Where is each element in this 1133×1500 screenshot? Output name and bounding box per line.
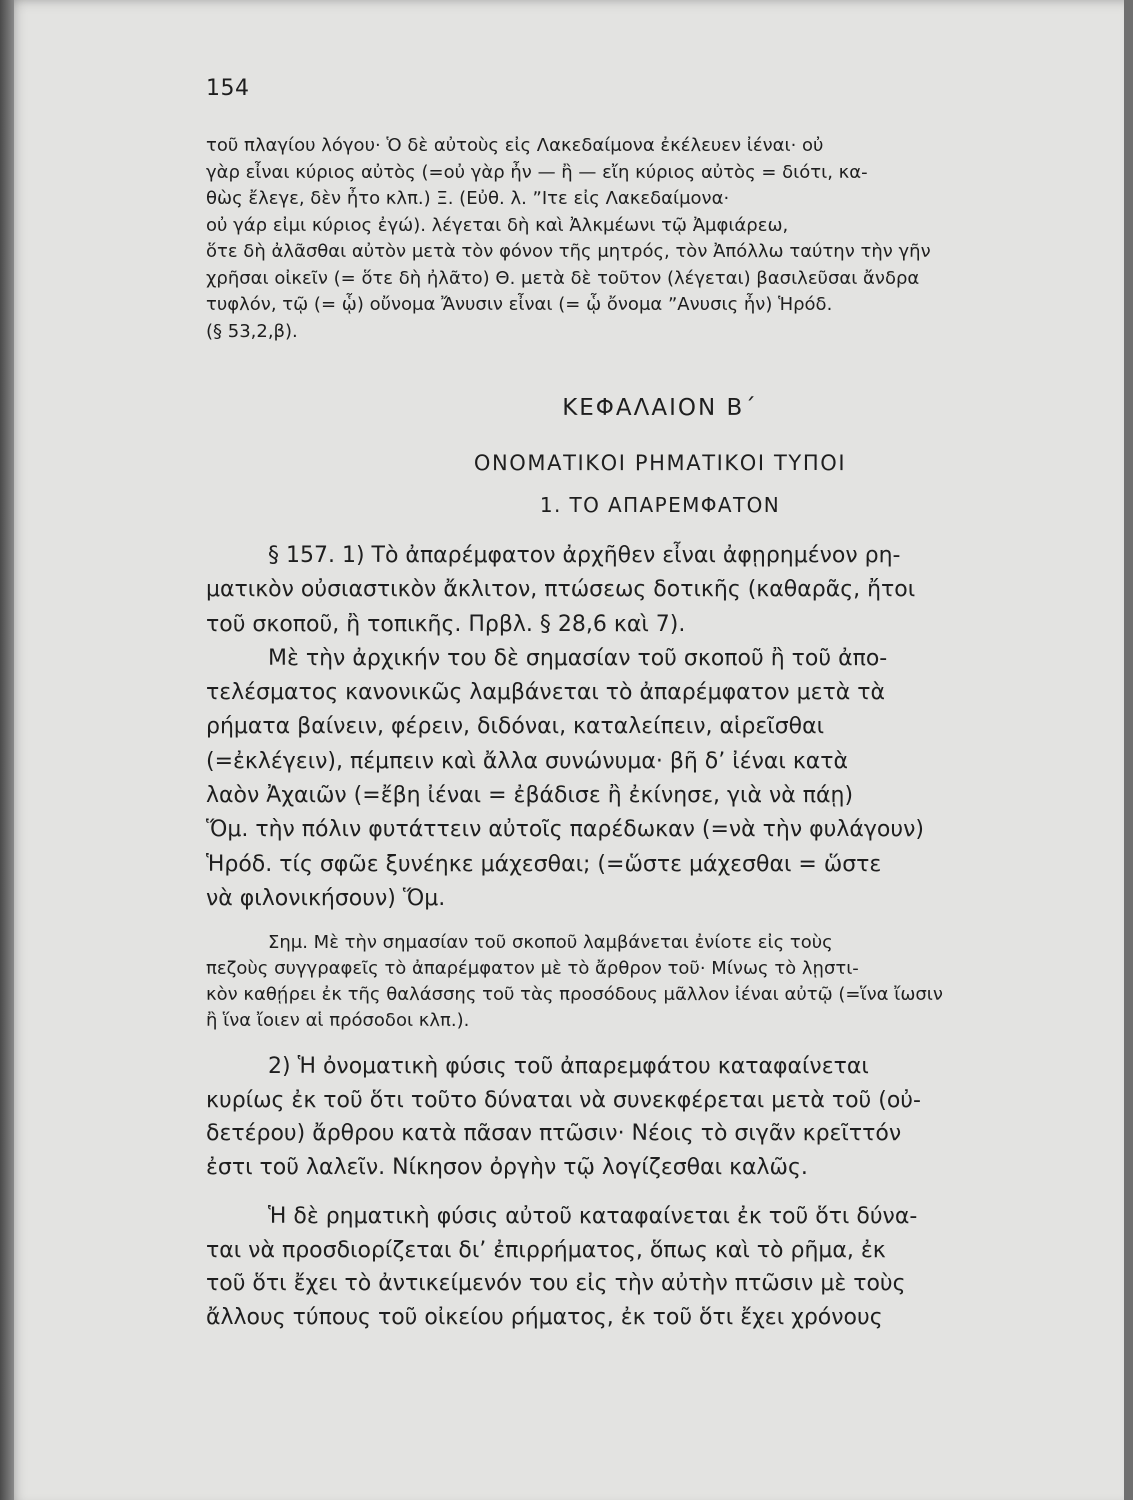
text-line: ὅτε δὴ ἀλᾶσθαι αὐτὸν μετὰ τὸν φόνον τῆς μητρός, τὸν Ἀπόλλω ταύτην τὴν γῆν: [206, 241, 931, 262]
chapter-subtitle: ΟΝΟΜΑΤΙΚΟΙ ΡΗΜΑΤΙΚΟΙ ΤΥΠΟΙ: [473, 451, 847, 475]
text-line: τελέσματος κανονικῶς λαμβάνεται τὸ ἀπαρέμφατον μετὰ τὰ: [206, 680, 885, 706]
text-line: γὰρ εἶναι κύριος αὐτὸς (=οὐ γὰρ ἦν — ἢ — εἴη κύριος αὐτὸς = διότι, κα-: [206, 161, 868, 183]
text-line: ἄλλους τύπους τοῦ οἰκείου ρήματος, ἐκ τοῦ ὅτι ἔχει χρόνους: [206, 1304, 883, 1330]
paragraph-2: [206, 1050, 1114, 1184]
paragraph-157: [206, 539, 1114, 916]
text-line: ματικὸν οὐσιαστικὸν ἄκλιτον, πτώσεως δοτικῆς (καθαρᾶς, ἤτοι: [206, 577, 916, 603]
text-line: (§ 53,2,β).: [206, 320, 298, 342]
text-line: οὐ γάρ εἰμι κύριος ἐγώ). λέγεται δὴ καὶ Ἀλκμέωνι τῷ Ἀμφιάρεω,: [206, 214, 789, 236]
text-line: ἢ ἵνα ἴοιεν αἱ πρόσοδοι κλπ.).: [206, 1010, 470, 1032]
text-line: τοῦ ὅτι ἔχει τὸ ἀντικείμενόν του εἰς τὴν αὐτὴν πτῶσιν μὲ τοὺς: [206, 1271, 906, 1297]
text-line: χρῆσαι οἰκεῖν (= ὅτε δὴ ἠλᾶτο) Θ. μετὰ δὲ τοῦτον (λέγεται) βασιλεῦσαι ἄνδρα: [206, 267, 920, 289]
book-page: [14, 0, 1124, 1500]
text-line: λαὸν Ἀχαιῶν (=ἔβη ἰέναι = ἐβάδισε ἢ ἐκίνησε, γιὰ νὰ πάῃ): [206, 783, 854, 809]
text-line: ται νὰ προσδιορίζεται δι’ ἐπιρρήματος, ὅπως καὶ τὸ ρῆμα, ἐκ: [206, 1237, 886, 1263]
text-line: θὼς ἔλεγε, δὲν ἦτο κλπ.) Ξ. (Εὐθ. λ. ˮΙτε εἰς Λακεδαίμονα·: [206, 188, 730, 209]
text-line: κὸν καθῄρει ἐκ τῆς θαλάσσης τοῦ τὰς προσόδους μᾶλλον ἰέναι αὐτῷ (=ἵνα ἴωσιν: [206, 984, 943, 1006]
text-line: Ἡρόδ. τίς σφῶε ξυνέηκε μάχεσθαι; (=ὥστε μάχεσθαι = ὥστε: [206, 851, 882, 877]
text-line: ρήματα βαίνειν, φέρειν, διδόναι, καταλείπειν, αἱρεῖσθαι: [206, 714, 825, 740]
intro-paragraph: [206, 133, 1114, 345]
chapter-title: ΚΕΦΑΛΑΙΟΝ Β΄: [562, 395, 758, 421]
text-line: πεζοὺς συγγραφεῖς τὸ ἀπαρέμφατον μὲ τὸ ἄρθρον τοῦ· Μίνως τὸ λῃστι-: [206, 958, 859, 980]
text-line: Ἡ δὲ ρηματικὴ φύσις αὐτοῦ καταφαίνεται ἐκ τοῦ ὅτι δύνα-: [268, 1204, 918, 1230]
text-line: νὰ φιλονικήσουν) Ὅμ.: [206, 885, 446, 911]
text-line: τοῦ πλαγίου λόγου· Ὁ δὲ αὐτοὺς εἰς Λακεδαίμονα ἐκέλευεν ἰέναι· οὐ: [206, 135, 824, 156]
page-number: 154: [206, 76, 250, 101]
note-paragraph: [206, 930, 1114, 1034]
text-line: Μὲ τὴν ἀρχικήν του δὲ σημασίαν τοῦ σκοποῦ ἢ τοῦ ἀπο-: [268, 645, 888, 671]
section-title: 1. ΤΟ ΑΠΑΡΕΜΦΑΤΟΝ: [539, 493, 781, 517]
text-line: § 157. 1) Τὸ ἀπαρέμφατον ἀρχῆθεν εἶναι ἀφῃρημένον ρη-: [268, 543, 901, 568]
text-line: τυφλόν, τῷ (= ᾧ) οὔνομα Ἄνυσιν εἶναι (= ᾧ ὄνομα ˮΑνυσις ἦν) Ἡρόδ.: [206, 294, 833, 315]
text-line: Ὅμ. τὴν πόλιν φυτάττειν αὐτοῖς παρέδωκαν (=νὰ τὴν φυλάγουν): [206, 817, 924, 843]
text-line: 2) Ἡ ὀνοματικὴ φύσις τοῦ ἀπαρεμφάτου καταφαίνεται: [268, 1054, 869, 1080]
text-line: δετέρου) ἄρθρου κατὰ πᾶσαν πτῶσιν· Νέοις τὸ σιγᾶν κρεῖττόν: [206, 1121, 902, 1147]
text-line: τοῦ σκοποῦ, ἢ τοπικῆς. Πρβλ. § 28,6 καὶ 7).: [206, 611, 686, 637]
text-line: Σημ. Μὲ τὴν σημασίαν τοῦ σκοποῦ λαμβάνεται ἐνίοτε εἰς τοὺς: [268, 932, 833, 954]
text-line: ἐστι τοῦ λαλεῖν. Νίκησον ὀργὴν τῷ λογίζεσθαι καλῶς.: [206, 1154, 808, 1180]
text-line: κυρίως ἐκ τοῦ ὅτι τοῦτο δύναται νὰ συνεκφέρεται μετὰ τοῦ (οὐ-: [206, 1087, 921, 1113]
paragraph-3: [206, 1200, 1114, 1334]
book-spine-shadow: [0, 0, 14, 1500]
text-line: (=ἐκλέγειν), πέμπειν καὶ ἄλλα συνώνυμα· βῆ δ’ ἰέναι κατὰ: [206, 748, 849, 774]
page-content: [206, 76, 1114, 1334]
